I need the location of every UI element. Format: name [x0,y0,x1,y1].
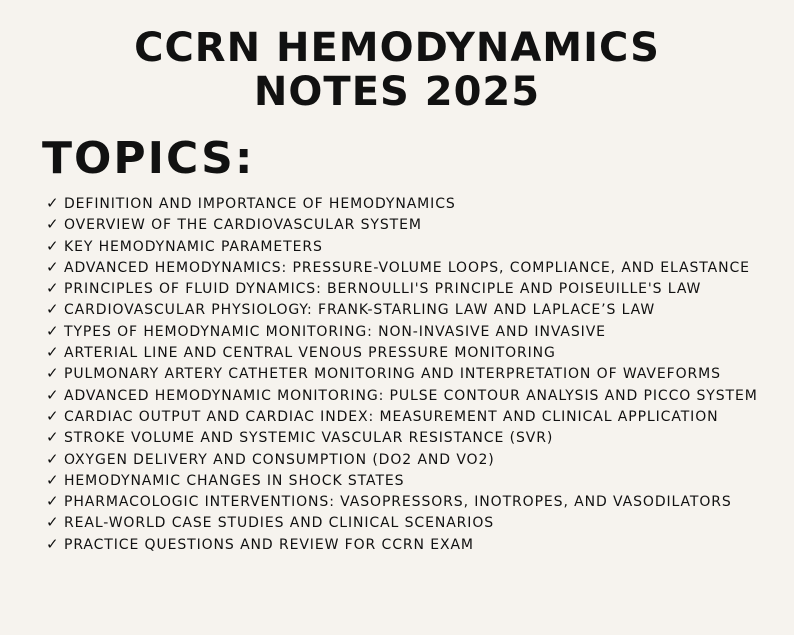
topic-text: HEMODYNAMIC CHANGES IN SHOCK STATES [64,472,405,489]
topic-text: PRACTICE QUESTIONS AND REVIEW FOR CCRN EXAM [64,536,474,553]
topic-item [46,512,766,533]
topic-text: OVERVIEW OF THE CARDIOVASCULAR SYSTEM [64,217,422,234]
check-icon: ✓ [46,194,60,212]
topic-text: STROKE VOLUME AND SYSTEMIC VASCULAR RESISTANCE (SVR) [64,430,554,447]
check-icon: ✓ [46,428,60,447]
check-icon: ✓ [46,321,60,340]
topic-item [46,214,766,235]
topic-text: CARDIAC OUTPUT AND CARDIAC INDEX: MEASUREMENT AND CLINICAL APPLICATION [64,408,719,425]
page-title-line-2: NOTES 2025 [253,69,541,115]
topic-item [46,470,766,491]
check-icon: ✓ [46,406,60,425]
topic-text: KEY HEMODYNAMIC PARAMETERS [64,238,323,255]
check-icon: ✓ [46,492,60,511]
topic-item [46,299,766,320]
check-icon: ✓ [46,470,60,489]
topic-item [46,257,766,278]
check-icon: ✓ [46,257,60,276]
check-icon: ✓ [46,215,60,234]
topic-text: PHARMACOLOGIC INTERVENTIONS: VASOPRESSORS, INOTROPES, AND VASODILATORS [64,494,732,511]
topic-text: ARTERIAL LINE AND CENTRAL VENOUS PRESSURE MONITORING [64,345,556,362]
topic-item [46,491,766,512]
topic-item [46,342,766,363]
topic-text: OXYGEN DELIVERY AND CONSUMPTION (DO2 AND VO2) [64,451,495,468]
topic-item [46,321,766,342]
topic-item [46,427,766,448]
topic-text: ADVANCED HEMODYNAMIC MONITORING: PULSE CONTOUR ANALYSIS AND PICCO SYSTEM [64,387,758,404]
check-icon: ✓ [46,279,60,298]
check-icon: ✓ [46,364,60,383]
topic-item [46,236,766,257]
topic-text: DEFINITION AND IMPORTANCE OF HEMODYNAMICS [64,196,456,212]
topic-item [46,406,766,427]
page-title [0,26,794,114]
check-icon: ✓ [46,534,60,553]
check-icon: ✓ [46,300,60,319]
topic-text: TYPES OF HEMODYNAMIC MONITORING: NON-INVASIVE AND INVASIVE [64,323,606,340]
topic-item [46,193,766,214]
check-icon: ✓ [46,449,60,468]
check-icon: ✓ [46,513,60,532]
topics-heading: TOPICS: [42,133,255,184]
check-icon: ✓ [46,236,60,255]
topic-item [46,278,766,299]
page-title-line-1: CCRN HEMODYNAMICS [134,25,660,71]
topic-text: REAL-WORLD CASE STUDIES AND CLINICAL SCENARIOS [64,515,495,532]
topic-text: PRINCIPLES OF FLUID DYNAMICS: BERNOULLI'S PRINCIPLE AND POISEUILLE'S LAW [64,281,702,298]
topic-text: CARDIOVASCULAR PHYSIOLOGY: FRANK-STARLING LAW AND LAPLACE’S LAW [64,302,656,319]
topic-item [46,534,766,555]
topic-list [46,193,766,555]
topic-item [46,449,766,470]
check-icon: ✓ [46,343,60,362]
check-icon: ✓ [46,385,60,404]
topic-item [46,385,766,406]
topic-text: ADVANCED HEMODYNAMICS: PRESSURE-VOLUME LOOPS, COMPLIANCE, AND ELASTANCE [64,259,750,276]
topic-text: PULMONARY ARTERY CATHETER MONITORING AND INTERPRETATION OF WAVEFORMS [64,366,721,383]
topic-item [46,363,766,384]
